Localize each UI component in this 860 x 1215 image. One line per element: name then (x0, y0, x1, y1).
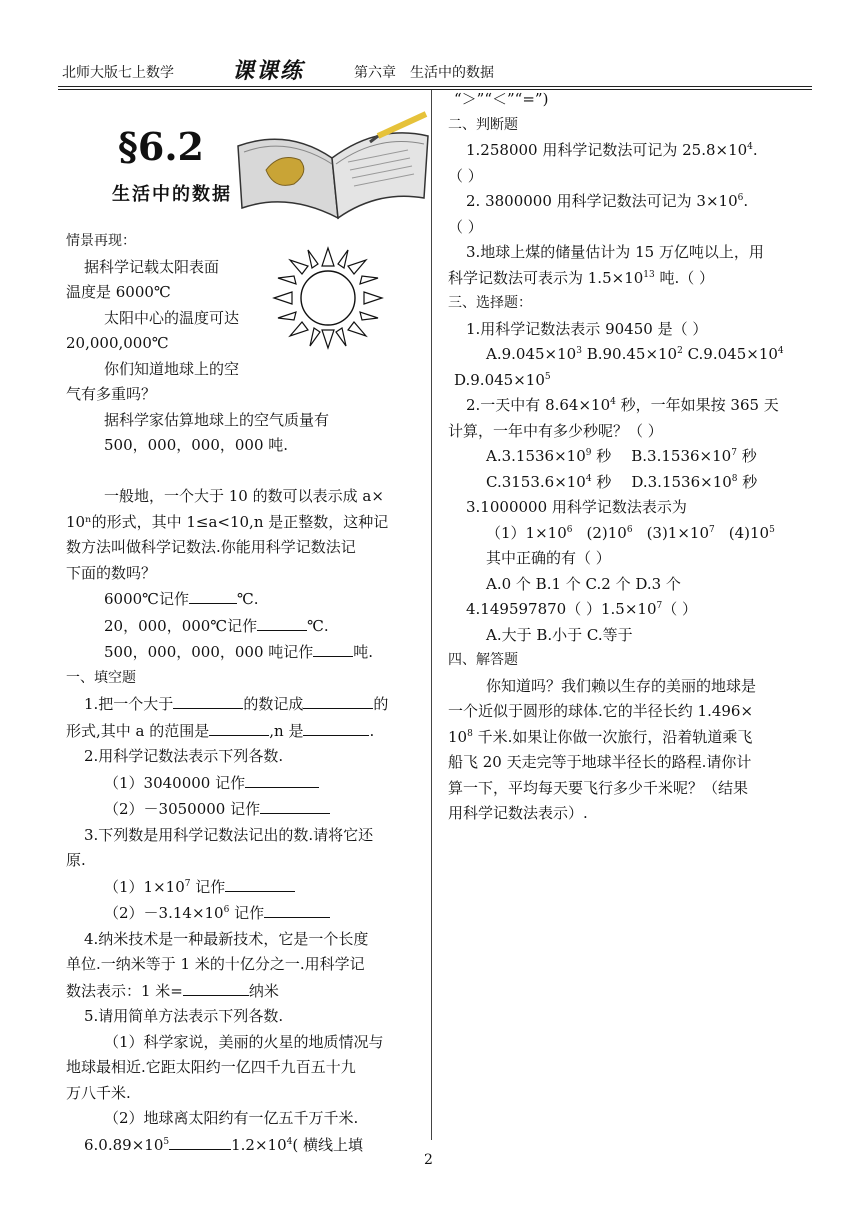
fill-q5: 5.请用简单方法表示下列各数. (84, 1007, 284, 1025)
header-book-title: 北师大版七上数学 (62, 65, 174, 81)
fill-q3-cont: 原. (66, 851, 86, 869)
intro-text: 据科学记载太阳表面 (84, 257, 220, 276)
answer-blank[interactable] (303, 718, 369, 736)
solve-text: $10^8$ 千米.如果让你做一次旅行，沿着轨道乘飞 (448, 727, 753, 746)
solve-text: 船飞 20 天走完等于地球半径长的路程.请你计 (448, 753, 752, 771)
answer-blank[interactable] (245, 770, 319, 788)
intro-text: 500，000，000，000 吨. (104, 436, 289, 454)
intro-text: 据科学家估算地球上的空气质量有 (104, 410, 330, 429)
judge-q3: 3.地球上煤的储量估计为 15 万亿吨以上，用 (466, 243, 764, 261)
solve-text: 用科学记数法表示）. (448, 804, 588, 822)
header-logo: 课课练 (232, 58, 305, 84)
intro-text: 温度是 6000℃ (66, 283, 171, 301)
choice-q3: 3.1000000 用科学记数法表示为 (466, 498, 687, 516)
intro-text: 20,000,000℃ (66, 334, 169, 352)
judge-q1: 1.258000 用科学记数法可记为 $25.8\times 10^4$. (466, 141, 758, 159)
solve-text: 一个近似于圆形的球体.它的半径长约 1.496× (448, 702, 754, 720)
fill-heading: 一、填空题 (66, 669, 136, 686)
intro-heading: 情景再现： (66, 233, 136, 249)
judge-q3-cont: 科学记数法可表示为 $1.5\times 10^{13}$ 吨.（ ） (448, 268, 715, 287)
example-3: 500，000，000，000 吨记作 吨. (66, 639, 414, 666)
choice-q2: 2.一天中有 $8.64\times 10^4$ 秒，一年如果按 365 天 (466, 396, 779, 414)
definition-text: 一般地，一个大于 10 的数可以表示成 a× (104, 487, 384, 505)
header-chapter: 第六章 生活中的数据 (354, 65, 494, 81)
choice-q4: 4.149597870（ ）$1.5\times 10^7$（ ） (466, 600, 697, 618)
answer-blank[interactable] (173, 691, 243, 709)
section-subtitle: 生活中的数据 (112, 184, 232, 205)
open-book-illustration (228, 106, 438, 224)
compare-symbols: “＞”“＜”“=”) (454, 90, 549, 108)
answer-blank[interactable] (260, 796, 330, 814)
answer-blank[interactable] (257, 613, 307, 631)
answer-blank[interactable] (264, 900, 330, 918)
answer-blank[interactable] (225, 874, 295, 892)
fill-q5-1: （1）科学家说，美丽的火星的地质情况与 (104, 1032, 384, 1051)
choice-q2-cont: 计算，一年中有多少秒呢？（ ） (448, 421, 663, 440)
fill-q3-2: $(2)-3.14\times 10^6$ 记作 (66, 900, 414, 927)
definition-text: 10ⁿ的形式，其中 1≤a<10,n 是正整数，这种记 (66, 512, 389, 531)
fill-q2-2: （2）－3050000 记作 (66, 796, 414, 823)
choice-q2-options-cd: $C.3153.6\times 10^4$ 秒 $D.3.1536\times 10^8$ 秒 (486, 472, 758, 491)
choice-q3-question: 其中正确的有（ ） (486, 549, 611, 567)
answer-blank[interactable] (313, 639, 353, 657)
fill-q1-cont: 形式,其中 a 的范围是 ,n 是 . (66, 718, 414, 745)
choice-q4-options: A.大于 B.小于 C.等于 (486, 625, 633, 644)
judge-q2: 2. 3800000 用科学记数法可记为 $3\times 10^6$. (466, 192, 749, 210)
choice-q3-items: $(1)1\times 10^6$ $(2)10^6$ $(3)1\times 10^7$ $(4)10^5$ (486, 523, 775, 542)
intro-text: 你们知道地球上的空 (104, 359, 240, 378)
fill-q3: 3.下列数是用科学记数法记出的数.请将它还 (84, 825, 374, 844)
choice-q1: 1.用科学记数法表示 90450 是（ ） (466, 319, 708, 338)
judge-q1-answer[interactable]: （ ） (448, 166, 483, 185)
solve-text: 你知道吗？我们赖以生存的美丽的地球是 (486, 676, 757, 695)
right-column (448, 87, 800, 827)
solve-heading: 四、解答题 (448, 652, 518, 668)
column-divider (431, 90, 432, 1140)
definition-text: 数方法叫做科学记数法.你能用科学记数法记 (66, 538, 356, 556)
intro-text: 太阳中心的温度可达 (104, 308, 240, 327)
choice-q2-options-ab: $A.3.1536\times 10^9$ 秒 $B.3.1536\times 10^7$ 秒 (486, 447, 757, 465)
solve-text: 算一下，平均每天要飞行多少千米呢？（结果 (448, 778, 749, 797)
intro-text: 气有多重吗？ (66, 385, 157, 403)
fill-q2: 2.用科学记数法表示下列各数. (84, 747, 284, 765)
fill-q4-cont2: 数法表示：1 米= 纳米 (66, 978, 414, 1005)
answer-blank[interactable] (189, 586, 237, 604)
fill-q1: 1.把一个大于 的数记成 的 (66, 691, 414, 718)
fill-q4-cont: 单位.一纳米等于 1 米的十亿分之一.用科学记 (66, 955, 365, 973)
choice-q3-options: A.0 个 B.1 个 C.2 个 D.3 个 (486, 574, 681, 593)
example-2: 20，000，000℃记作 ℃. (66, 613, 414, 640)
judge-q2-answer[interactable]: （ ） (448, 217, 483, 236)
fill-q5-2: （2）地球离太阳约有一亿五千万千米. (104, 1109, 359, 1127)
fill-q4: 4.纳米技术是一种最新技术，它是一个长度 (84, 929, 369, 948)
fill-q5-1-cont: 地球最相近.它距太阳约一亿四千九百五十九 (66, 1058, 356, 1076)
judge-heading: 二、判断题 (448, 116, 518, 133)
definition-text: 下面的数吗？ (66, 563, 157, 582)
fill-q5-1-cont2: 万八千米. (66, 1083, 131, 1102)
section-number: §6.2 (118, 124, 204, 169)
answer-blank[interactable] (303, 691, 373, 709)
choice-heading: 三、选择题： (448, 295, 532, 311)
fill-q6: $6.0.89\times 10^5$ $1.2\times 10^4$( 横线上填 (66, 1132, 414, 1159)
answer-blank[interactable] (183, 978, 249, 996)
fill-q3-1: $(1)1\times 10^7$ 记作 (66, 874, 414, 901)
choice-q1-option-d: $D.9.045\times 10^5$ (454, 370, 551, 389)
example-1: 6000℃记作 ℃. (66, 586, 414, 613)
fill-q2-1: （1）3040000 记作 (66, 770, 414, 797)
answer-blank[interactable] (209, 718, 269, 736)
page-number: 2 (424, 1152, 433, 1168)
choice-q1-options: $A.9.045\times 10^3$ $B.90.45\times 10^2$ $C.9.045\times 10^4$ (486, 345, 784, 363)
answer-blank[interactable] (169, 1132, 231, 1150)
left-column (66, 229, 414, 1158)
